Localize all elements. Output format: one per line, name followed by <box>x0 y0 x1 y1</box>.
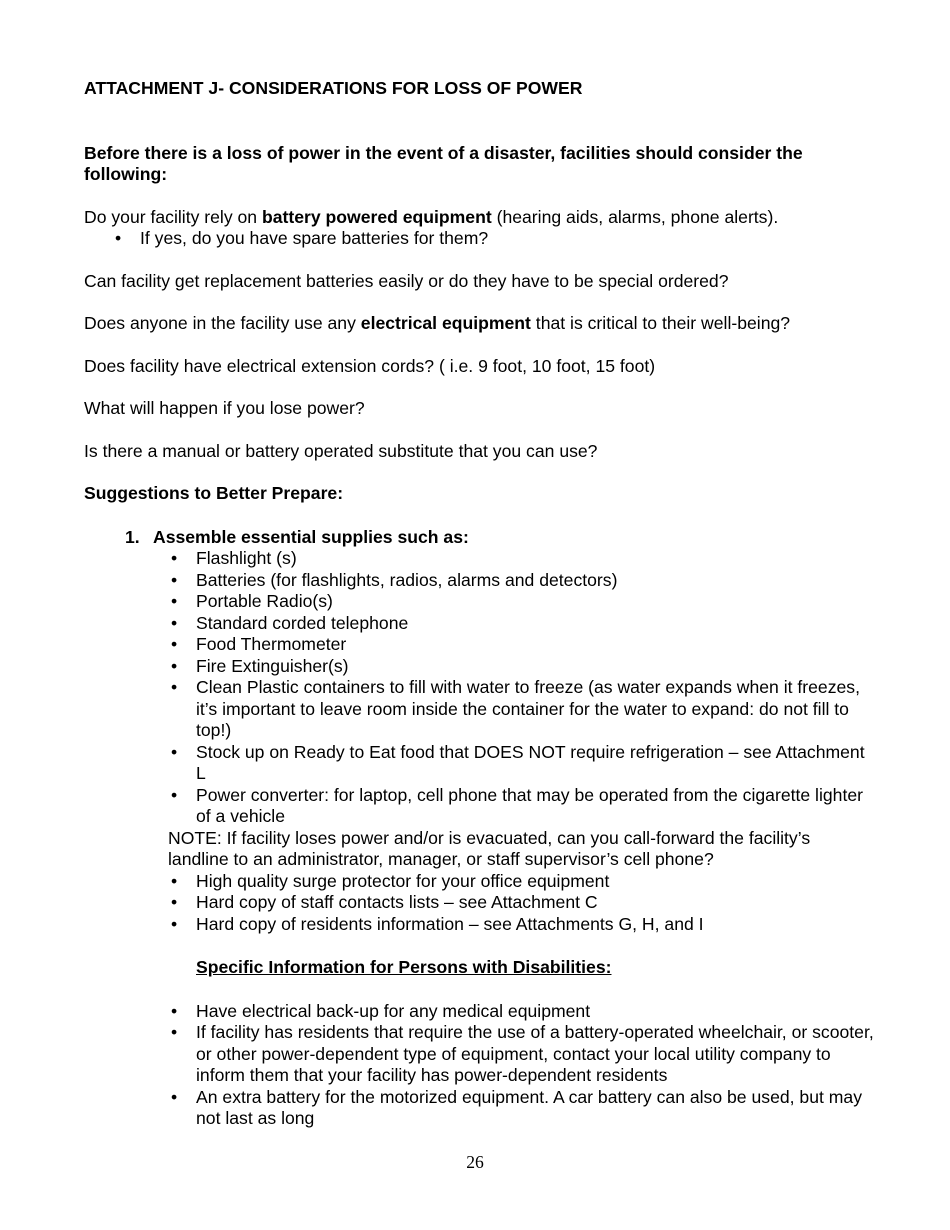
question-manual-substitute: Is there a manual or battery operated substitute that you can use? <box>84 440 598 461</box>
list-item: • An extra battery for the motorized equipment. A car battery can also be used, but may not last as long <box>168 1087 874 1130</box>
question-extension-cords: Does facility have electrical extension cords? ( i.e. 9 foot, 10 foot, 15 foot) <box>84 355 656 376</box>
list-item: • High quality surge protector for your office equipment <box>168 871 874 893</box>
item-number: 1. <box>125 526 140 547</box>
list-item: • Batteries (for flashlights, radios, alarms and detectors) <box>168 570 874 592</box>
list-item: • Clean Plastic containers to fill with water to freeze (as water expands when it freezes, it’s important to leave room inside the container for the water to expand: do not fill to top!) <box>168 677 874 742</box>
disabilities-list <box>168 1001 874 1130</box>
list-item: • Have electrical back-up for any medical equipment <box>168 1001 874 1023</box>
list-item: • Stock up on Ready to Eat food that DOES NOT require refrigeration – see Attachment L <box>168 742 874 785</box>
list-item: • Flashlight (s) <box>168 548 874 570</box>
suggestions-heading: Suggestions to Better Prepare: <box>84 483 344 503</box>
intro-heading: Before there is a loss of power in the event of a disaster, facilities should consider the following: <box>84 142 803 184</box>
question-battery-equipment <box>84 207 874 229</box>
list-item: • Portable Radio(s) <box>168 591 874 613</box>
question-replacement-batteries: Can facility get replacement batteries easily or do they have to be special ordered? <box>84 270 729 291</box>
document-page <box>84 78 874 1130</box>
supplies-list-2 <box>168 871 874 936</box>
list-item: • If yes, do you have spare batteries for them? <box>112 228 874 250</box>
supplies-list <box>168 548 874 828</box>
q1-text-pre: Do your facility rely on <box>84 206 262 227</box>
q3-text-pre: Does anyone in the facility use any <box>84 313 361 333</box>
list-item: • Power converter: for laptop, cell phone that may be operated from the cigarette lighter of a vehicle <box>168 785 874 828</box>
list-item: • Fire Extinguisher(s) <box>168 656 874 678</box>
numbered-item-1 <box>125 527 874 549</box>
question-lose-power: What will happen if you lose power? <box>84 398 365 418</box>
list-item: • Hard copy of staff contacts lists – see Attachment C <box>168 892 874 914</box>
q1-text-bold: battery powered equipment <box>261 206 492 227</box>
q1-bullet-list <box>112 228 874 250</box>
question-electrical-equipment <box>84 313 874 335</box>
page-number: 26 <box>466 1152 484 1172</box>
disabilities-heading: Specific Information for Persons with Disabilities: <box>196 957 612 977</box>
q1-text-post: (hearing aids, alarms, phone alerts). <box>491 206 779 227</box>
list-item: • Standard corded telephone <box>168 613 874 635</box>
q3-text-bold: electrical equipment <box>360 313 531 333</box>
list-item: • Food Thermometer <box>168 634 874 656</box>
note-text: NOTE: If facility loses power and/or is evacuated, can you call-forward the facility’s landline to an administrator, manager, or staff supervisor’s cell phone? <box>168 827 811 869</box>
item-label: Assemble essential supplies such as: <box>153 526 469 547</box>
page-title: ATTACHMENT J- CONSIDERATIONS FOR LOSS OF POWER <box>84 78 583 98</box>
q3-text-post: that is critical to their well-being? <box>530 313 791 333</box>
list-item: • If facility has residents that require the use of a battery-operated wheelchair, or scooter, or other power-dependent type of equipment, contact your local utility company to inform them that your facility has power-dependent residents <box>168 1022 874 1087</box>
list-item: • Hard copy of residents information – see Attachments G, H, and I <box>168 914 874 936</box>
